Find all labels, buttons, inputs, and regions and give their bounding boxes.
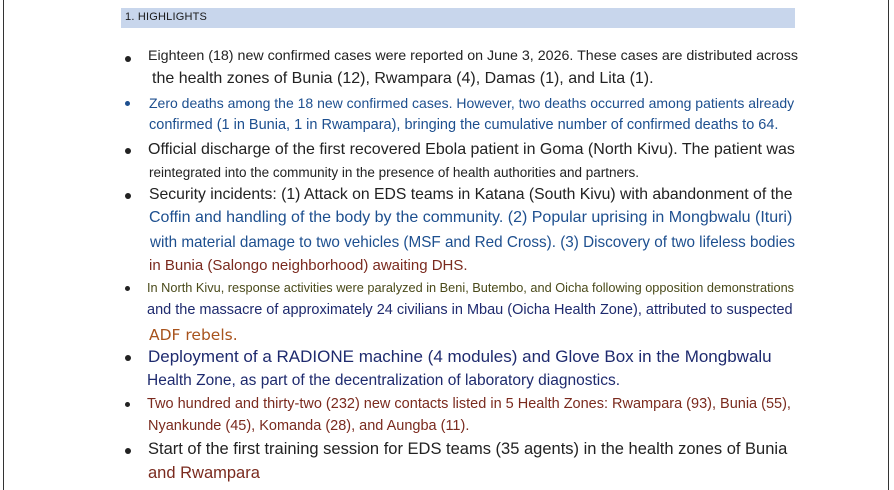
highlight-3-line-2: reintegrated into the community in the presence of health authorities and partners. bbox=[149, 165, 640, 180]
highlight-4-line-1: Security incidents: (1) Attack on EDS teams in Katana (South Kivu) with abandonment of the bbox=[149, 186, 793, 203]
bullet-icon bbox=[125, 286, 130, 291]
bullet-icon bbox=[125, 56, 131, 62]
highlight-5-line-2: and the massacre of approximately 24 civilians in Mbau (Oicha Health Zone), attributed to suspected bbox=[147, 302, 793, 318]
highlight-5-line-1: In North Kivu, response activities were paralyzed in Beni, Butembo, and Oicha following opposition demonstrations bbox=[147, 280, 795, 295]
highlight-7-line-2: Nyankunde (45), Komanda (28), and Aungba (11). bbox=[148, 418, 470, 434]
bullet-icon bbox=[125, 402, 130, 407]
bullet-icon bbox=[125, 355, 131, 361]
bullet-icon bbox=[125, 148, 131, 154]
highlight-7-line-1: Two hundred and thirty-two (232) new contacts listed in 5 Health Zones: Rwampara (93), Bunia (55), bbox=[147, 396, 791, 412]
highlight-3-line-1: Official discharge of the first recovered Ebola patient in Goma (North Kivu). The patient was bbox=[148, 141, 795, 158]
highlight-8-line-1: Start of the first training session for EDS teams (35 agents) in the health zones of Bunia bbox=[148, 440, 788, 458]
bullet-icon bbox=[125, 193, 131, 199]
highlight-6-line-2: Health Zone, as part of the decentralization of laboratory diagnostics. bbox=[147, 372, 621, 389]
highlight-2-line-2: confirmed (1 in Bunia, 1 in Rwampara), bringing the cumulative number of confirmed deaths to 64. bbox=[149, 117, 779, 133]
highlight-2-line-1: Zero deaths among the 18 new confirmed cases. However, two deaths occurred among patients already bbox=[149, 95, 795, 111]
page-border-left bbox=[3, 0, 4, 490]
section-title: 1. HIGHLIGHTS bbox=[125, 11, 208, 23]
highlight-4-line-3: with material damage to two vehicles (MSF and Red Cross). (3) Discovery of two lifeless bodies bbox=[150, 234, 795, 251]
highlight-8-line-2: and Rwampara bbox=[148, 464, 260, 482]
bullet-icon bbox=[125, 101, 130, 106]
bullet-icon bbox=[125, 448, 131, 454]
section-header bbox=[121, 8, 795, 28]
highlight-5-line-3: ADF rebels. bbox=[149, 326, 238, 344]
page-border-right bbox=[888, 0, 889, 490]
highlight-4-line-2: Coffin and handling of the body by the community. (2) Popular uprising in Mongbwalu (Ituri) bbox=[149, 209, 793, 226]
highlight-1-line-2: the health zones of Bunia (12), Rwampara (4), Damas (1), and Lita (1). bbox=[152, 70, 654, 87]
highlight-6-line-1: Deployment of a RADIONE machine (4 modules) and Glove Box in the Mongbwalu bbox=[148, 347, 772, 366]
highlight-4-line-4: in Bunia (Salongo neighborhood) awaiting DHS. bbox=[149, 257, 468, 274]
highlight-1-line-1: Eighteen (18) new confirmed cases were reported on June 3, 2026. These cases are distributed across bbox=[148, 48, 799, 64]
